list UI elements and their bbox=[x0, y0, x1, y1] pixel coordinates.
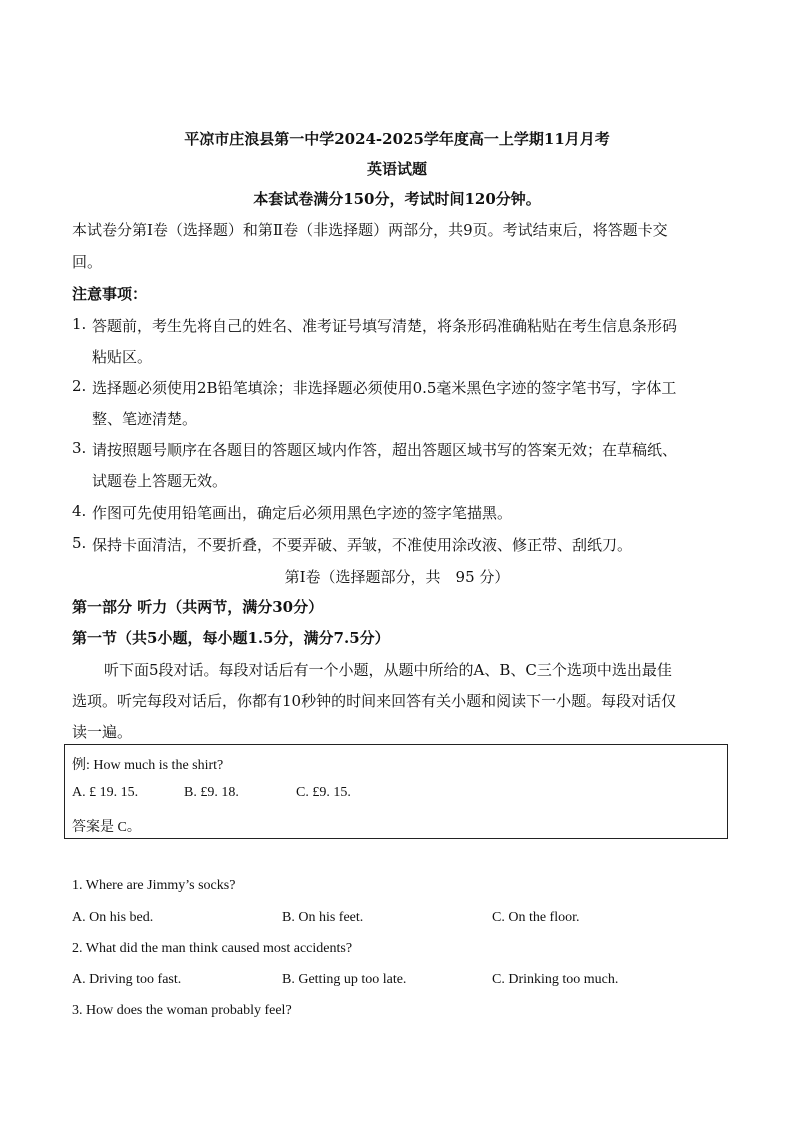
question-option: A. On his bed. bbox=[72, 910, 154, 925]
note-line: 整、笔迹清楚。 bbox=[92, 410, 198, 428]
volume-heading: 第Ⅰ卷（选择题部分，共 95 分） bbox=[284, 568, 510, 586]
subject-title: 英语试题 bbox=[366, 160, 427, 178]
section-heading: 第一节（共5小题，每小题1.5分，满分7.5分） bbox=[72, 629, 390, 647]
question-option: C. Drinking too much. bbox=[492, 972, 619, 987]
question-option: A. Driving too fast. bbox=[72, 972, 182, 987]
notes-heading: 注意事项： bbox=[72, 285, 148, 303]
part-heading: 第一部分 听力（共两节，满分30分） bbox=[72, 598, 324, 616]
intro-line-2: 回。 bbox=[72, 253, 103, 271]
example-option-a: A. £ 19. 15. bbox=[72, 785, 139, 800]
score-time-note: 本套试卷满分150分，考试时间120分钟。 bbox=[253, 190, 541, 208]
note-line: 粘贴区。 bbox=[92, 348, 153, 366]
note-number: 4. bbox=[72, 502, 87, 520]
question-option: B. Getting up too late. bbox=[282, 972, 407, 987]
note-line: 保持卡面清洁，不要折叠，不要弄破、弄皱，不准使用涂改液、修正带、刮纸刀。 bbox=[92, 536, 633, 554]
question-stem: 3. How does the woman probably feel? bbox=[72, 1003, 292, 1018]
question-option: B. On his feet. bbox=[282, 910, 364, 925]
note-line: 作图可先使用铅笔画出，确定后必须用黑色字迹的签字笔描黑。 bbox=[92, 504, 513, 522]
question-stem: 2. What did the man think caused most accidents? bbox=[72, 941, 353, 956]
note-number: 3. bbox=[72, 439, 87, 457]
example-question: 例: How much is the shirt? bbox=[72, 758, 224, 773]
example-option-b: B. £9. 18. bbox=[184, 785, 239, 800]
question-stem: 1. Where are Jimmy’s socks? bbox=[72, 878, 236, 893]
note-number: 2. bbox=[72, 377, 87, 395]
note-line: 请按照题号顺序在各题目的答题区域内作答，超出答题区域书写的答案无效；在草稿纸、 bbox=[92, 441, 678, 459]
intro-line-1: 本试卷分第Ⅰ卷（选择题）和第Ⅱ卷（非选择题）两部分，共9页。考试结束后，将答题卡交 bbox=[72, 221, 668, 239]
note-line: 答题前，考生先将自己的姓名、准考证号填写清楚，将条形码准确粘贴在考生信息条形码 bbox=[92, 317, 678, 335]
question-option: C. On the floor. bbox=[492, 910, 580, 925]
directions-line-1: 听下面5段对话。每段对话后有一个小题，从题中所给的A、B、C三个选项中选出最佳 bbox=[104, 661, 672, 679]
note-line: 选择题必须使用2B铅笔填涂；非选择题必须使用0.5毫米黑色字迹的签字笔书写，字体工 bbox=[92, 379, 677, 397]
example-option-c: C. £9. 15. bbox=[296, 785, 351, 800]
note-line: 试题卷上答题无效。 bbox=[92, 472, 228, 490]
directions-line-3: 读一遍。 bbox=[72, 723, 133, 741]
example-answer: 答案是 C。 bbox=[72, 820, 141, 835]
directions-line-2: 选项。听完每段对话后，你都有10秒钟的时间来回答有关小题和阅读下一小题。每段对话仅 bbox=[72, 692, 677, 710]
note-number: 1. bbox=[72, 315, 87, 333]
exam-title: 平凉市庄浪县第一中学2024-2025学年度高一上学期11月月考 bbox=[184, 130, 610, 148]
note-number: 5. bbox=[72, 534, 87, 552]
